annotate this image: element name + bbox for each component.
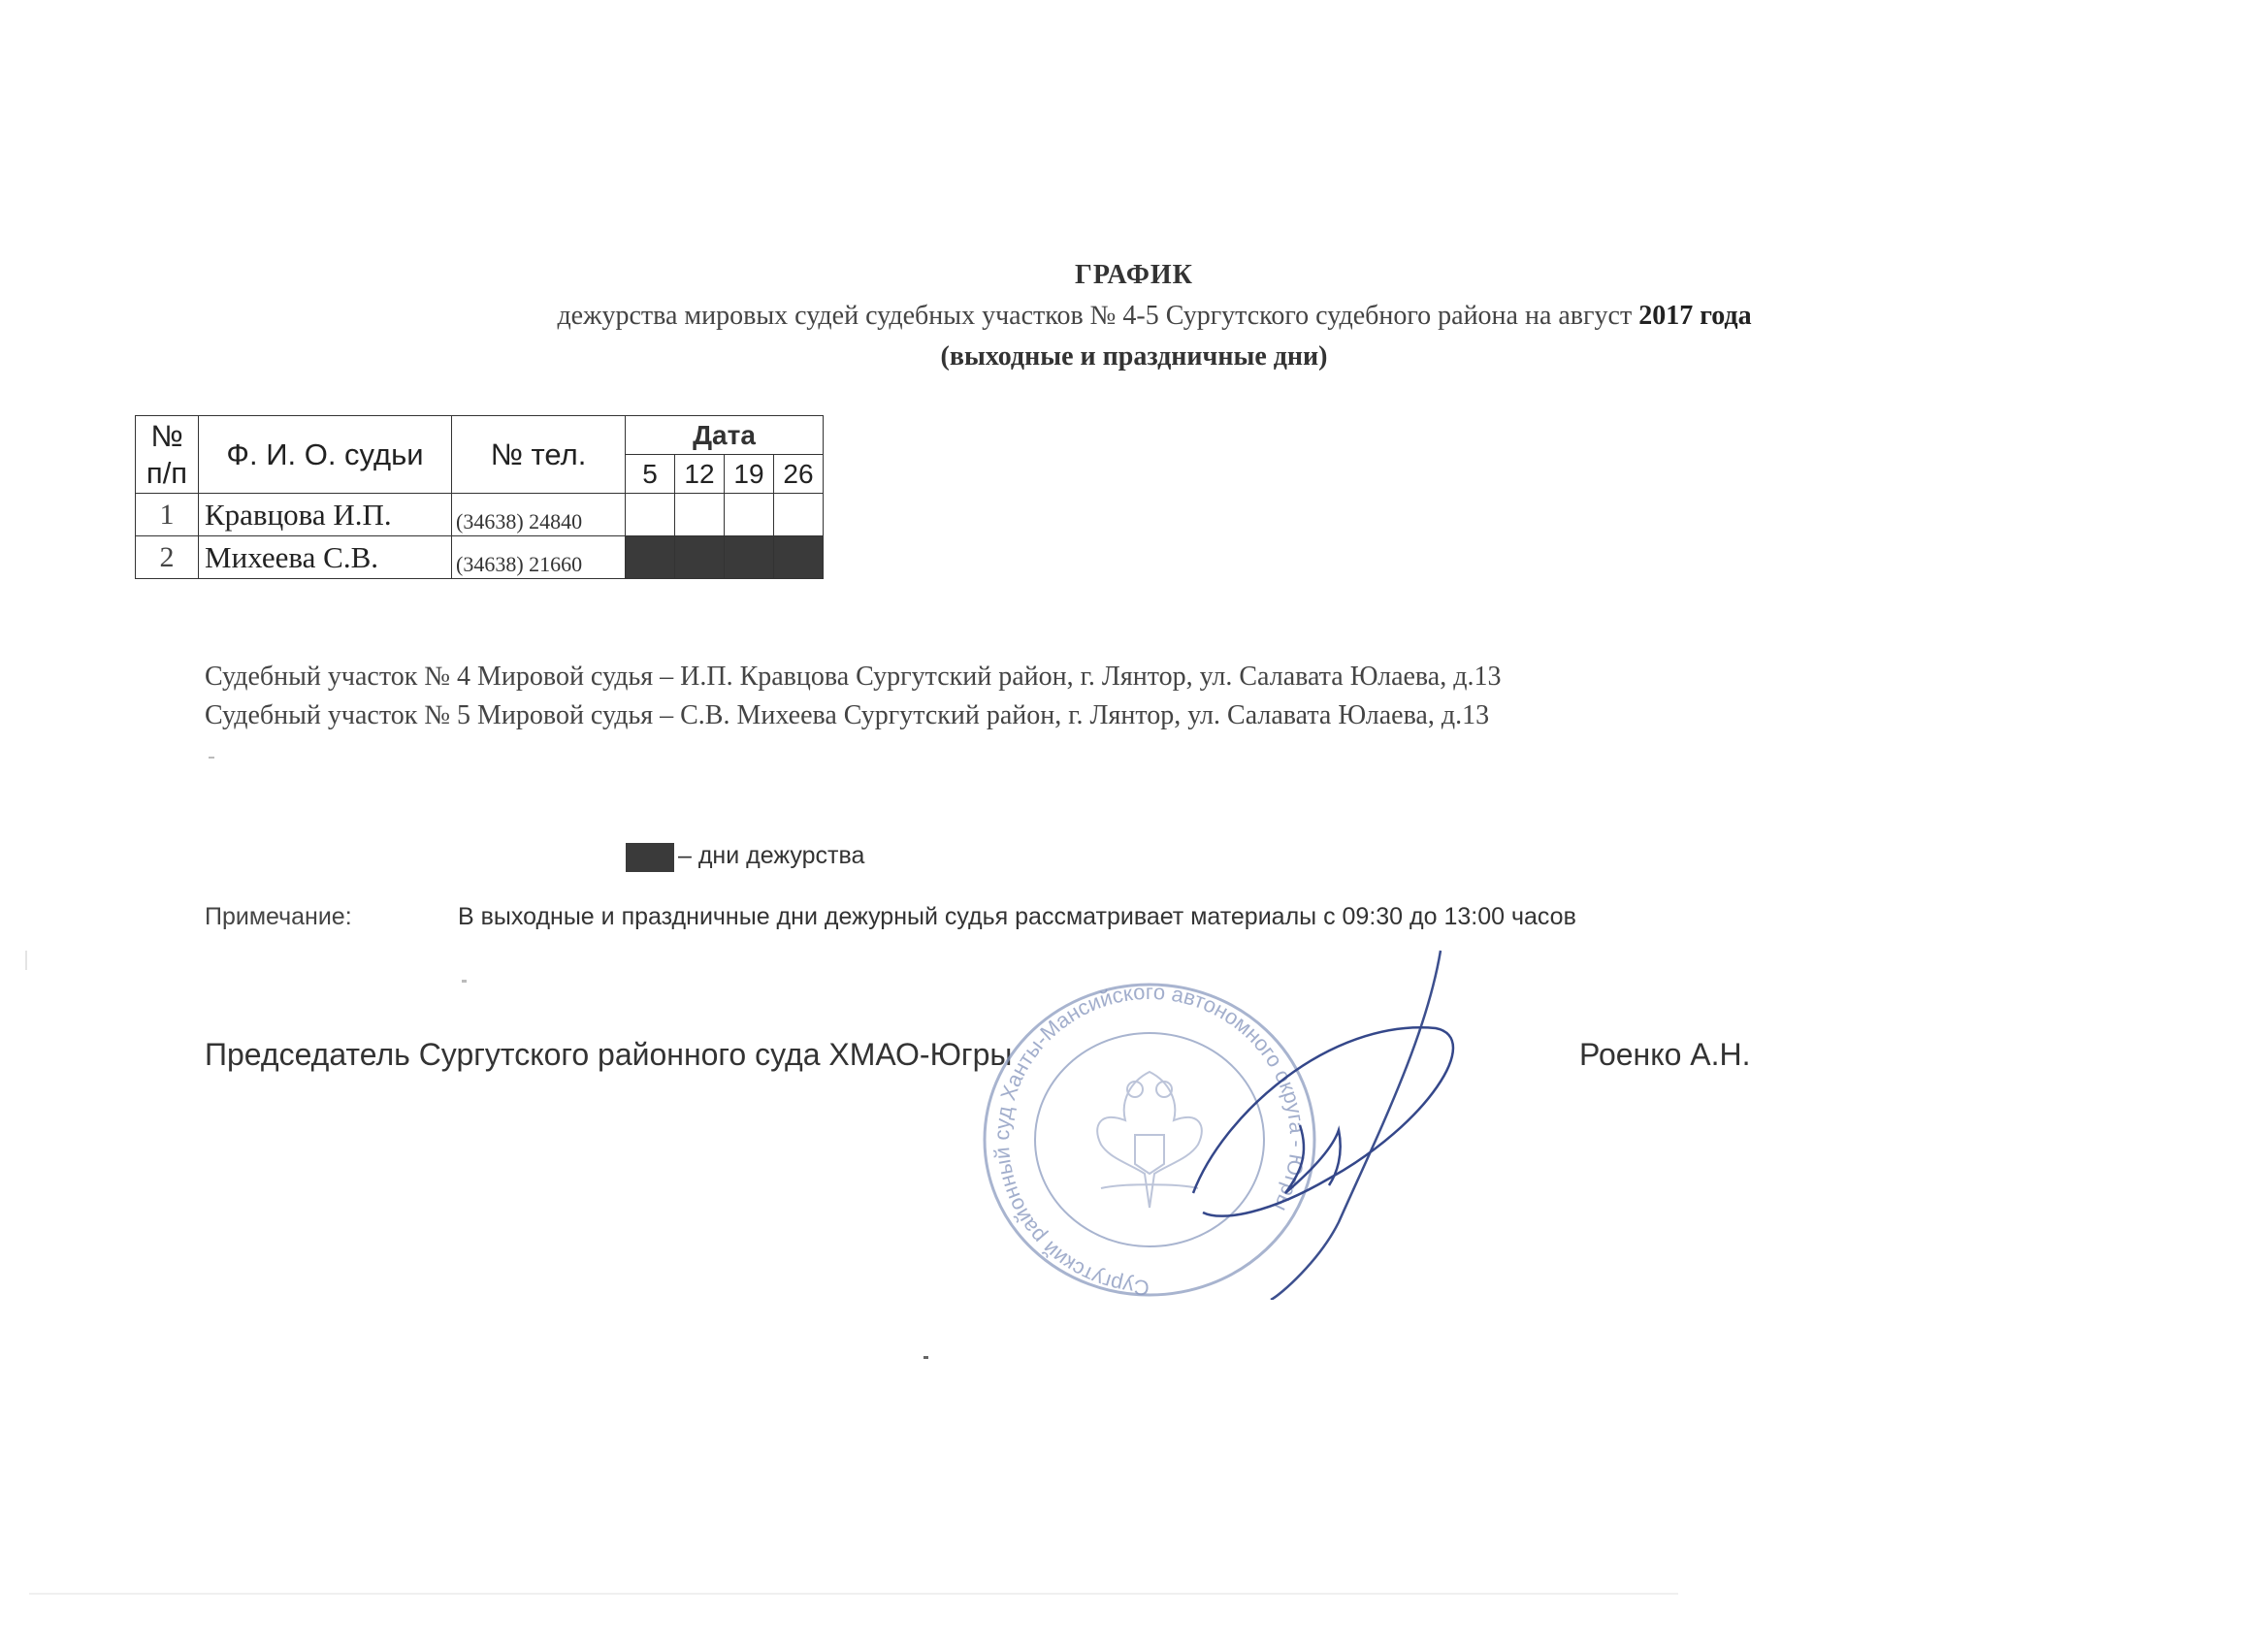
duty-cell [626, 494, 675, 536]
judge-phone: (34638) 21660 [452, 536, 626, 579]
chairman-name: Роенко А.Н. [1579, 1037, 1751, 1072]
date-cell: 12 [675, 455, 725, 494]
court-address-4: Судебный участок № 4 Мировой судья – И.П. Кравцова Сургутский район, г. Лянтор, ул. Салавата Юлаева, д.13 [205, 662, 1502, 692]
date-cell: 19 [725, 455, 774, 494]
duty-cell [774, 536, 824, 579]
scan-speck [25, 951, 27, 970]
date-cell: 5 [626, 455, 675, 494]
judge-phone: (34638) 24840 [452, 494, 626, 536]
handwritten-signature [1164, 931, 1474, 1300]
table-row [136, 494, 824, 536]
subtitle-main: дежурства мировых судей судебных участков № 4-5 Сургутского судебного района на август [557, 301, 1633, 331]
scan-speck [209, 757, 214, 759]
note-label: Примечание: [205, 903, 352, 930]
duty-cell [675, 536, 725, 579]
document-title: ГРАФИК [1075, 260, 1193, 290]
legend-text: – дни дежурства [678, 842, 865, 869]
header-num-label: № п/п [146, 418, 188, 490]
duty-schedule-table [135, 415, 824, 579]
header-date: Дата [626, 416, 824, 455]
row-num: 1 [136, 494, 199, 536]
subtitle-year: 2017 года [1638, 301, 1752, 331]
document-subtitle-note: (выходные и праздничные дни) [940, 341, 1328, 372]
note-text: В выходные и праздничные дни дежурный судья рассматривает материалы с 09:30 до 13:00 часов [458, 903, 1576, 930]
header-phone: № тел. [452, 416, 626, 494]
row-num: 2 [136, 536, 199, 579]
duty-cell [725, 536, 774, 579]
legend-swatch [626, 843, 674, 872]
judge-name: Михеева С.В. [199, 536, 452, 579]
chairman-position: Председатель Сургутского районного суда ХМАО-Югры [205, 1037, 1013, 1072]
duty-cell [725, 494, 774, 536]
court-address-5: Судебный участок № 5 Мировой судья – С.В. Михеева Сургутский район, г. Лянтор, ул. Салавата Юлаева, д.13 [205, 700, 1490, 730]
duty-cell [675, 494, 725, 536]
scan-edge-line [29, 1593, 1678, 1595]
duty-cell [774, 494, 824, 536]
date-cell: 26 [774, 455, 824, 494]
header-name: Ф. И. О. судьи [199, 416, 452, 494]
scan-speck [462, 980, 467, 983]
table-row [136, 536, 824, 579]
header-num [136, 416, 199, 494]
document-subtitle [485, 301, 1824, 332]
duty-cell [626, 536, 675, 579]
seal-text: Сургутский районный суд Ханты-Мансийского автономного округа - Югры [988, 979, 1311, 1301]
judge-name: Кравцова И.П. [199, 494, 452, 536]
scan-speck [923, 1356, 928, 1359]
